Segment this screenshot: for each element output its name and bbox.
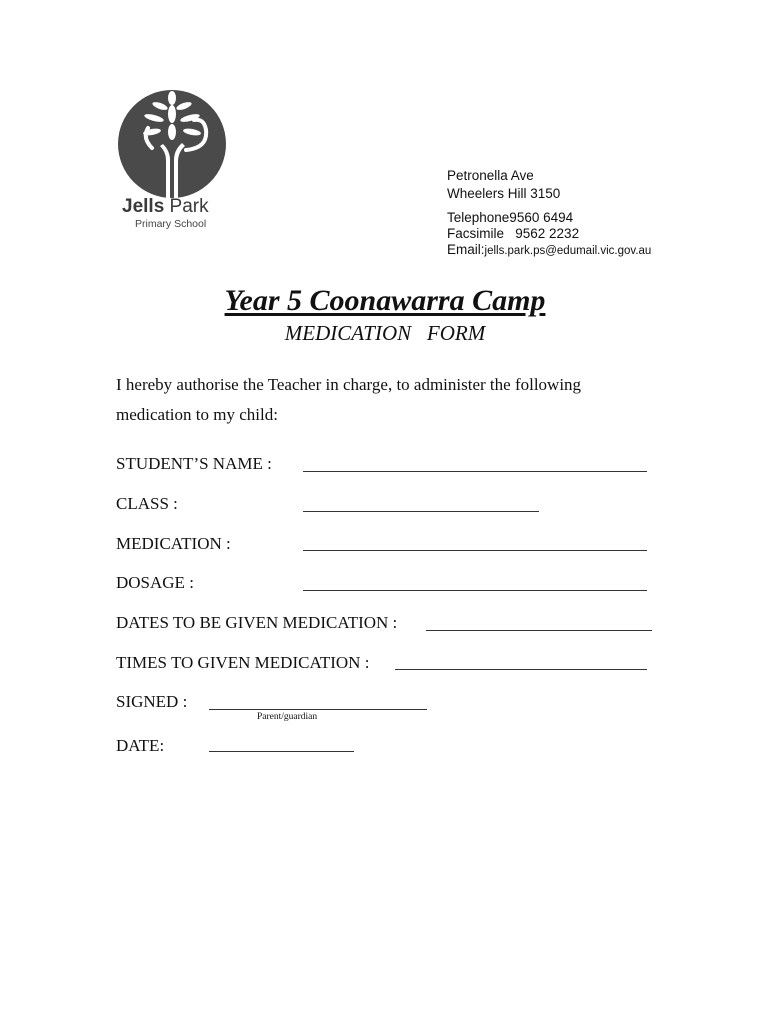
intro-line-1: I hereby authorise the Teacher in charge, to administer the following — [116, 375, 582, 394]
student-name-line[interactable] — [303, 471, 647, 472]
form-subtitle: MEDICATION FORM — [284, 321, 486, 345]
address-email: Email:jells.park.ps@edumail.vic.gov.au — [447, 242, 652, 257]
signed-line[interactable] — [209, 709, 427, 710]
address-street: Petronella Ave — [447, 168, 534, 183]
medication-line[interactable] — [303, 550, 647, 551]
signed-label: SIGNED : — [116, 692, 188, 711]
dosage-label: DOSAGE : — [116, 573, 194, 592]
medication-label: MEDICATION : — [116, 534, 231, 553]
class-line[interactable] — [303, 511, 539, 512]
school-logo-emblem — [116, 88, 228, 200]
class-label: CLASS : — [116, 494, 178, 513]
dosage-line[interactable] — [303, 590, 647, 591]
times-line[interactable] — [395, 669, 647, 670]
date-line[interactable] — [209, 751, 354, 752]
student-name-label: STUDENT’S NAME : — [116, 454, 272, 473]
address-suburb: Wheelers Hill 3150 — [447, 186, 561, 201]
dates-line[interactable] — [426, 630, 652, 631]
school-name: Jells Park — [122, 196, 209, 217]
times-label: TIMES TO GIVEN MEDICATION : — [116, 653, 370, 672]
dates-label: DATES TO BE GIVEN MEDICATION : — [116, 613, 398, 632]
address-telephone: Telephone9560 6494 — [447, 210, 574, 225]
school-subtitle: Primary School — [135, 218, 207, 230]
form-title: Year 5 Coonawarra Camp — [224, 284, 546, 317]
address-facsimile: Facsimile 9562 2232 — [447, 226, 580, 241]
date-label: DATE: — [116, 736, 165, 755]
signed-caption: Parent/guardian — [257, 712, 318, 722]
intro-line-2: medication to my child: — [116, 405, 278, 424]
